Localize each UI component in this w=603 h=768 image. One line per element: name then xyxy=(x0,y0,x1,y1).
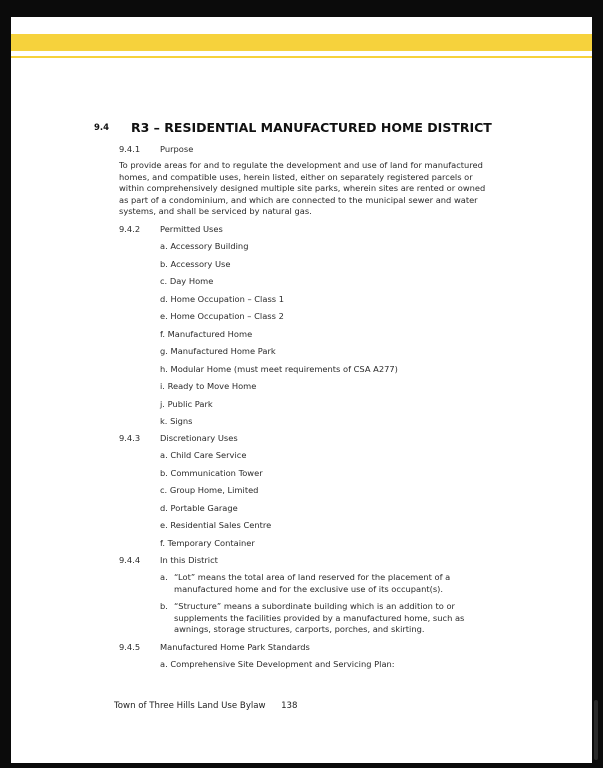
definition-line: “Structure” means a subordinate building which is an addition to or xyxy=(174,601,455,611)
discretionary-heading: Discretionary Uses xyxy=(160,433,238,443)
definition-line: awnings, storage structures, carports, porches, and skirting. xyxy=(174,624,425,635)
park-item: a. Comprehensive Site Development and Servicing Plan: xyxy=(160,659,395,669)
permitted-item: f. Manufactured Home xyxy=(160,328,253,339)
permitted-item: i. Ready to Move Home xyxy=(160,381,257,391)
purpose-heading: Purpose xyxy=(160,144,194,154)
purpose-line: systems, and shall be serviced by natural gas. xyxy=(119,206,312,217)
district-heading: In this District xyxy=(160,555,218,565)
permitted-item: d. Home Occupation – Class 1 xyxy=(160,293,285,304)
document-page xyxy=(11,17,592,763)
discretionary-item: b. Communication Tower xyxy=(160,467,263,478)
definition-line: manufactured home and for the exclusive use of its occupant(s). xyxy=(174,583,444,594)
permitted-item: b. Accessory Use xyxy=(160,258,231,269)
purpose-line: To provide areas for and to regulate the development and use of land for manufactured xyxy=(119,160,483,170)
park-heading: Manufactured Home Park Standards xyxy=(160,642,310,652)
discretionary-item: a. Child Care Service xyxy=(160,450,247,460)
permitted-item: j. Public Park xyxy=(160,398,213,409)
page-number: 138 xyxy=(281,701,298,711)
permitted-item: k. Signs xyxy=(160,416,193,426)
district-number: 9.4.4 xyxy=(119,555,141,565)
definition-line: supplements the facilities provided by a manufactured home, such as xyxy=(174,612,465,623)
purpose-line: homes, and compatible uses, herein listed, either on separately registered parcels or xyxy=(119,171,473,182)
footer-title: Town of Three Hills Land Use Bylaw xyxy=(114,701,266,711)
park-number: 9.4.5 xyxy=(119,642,141,652)
permitted-item: h. Modular Home (must meet requirements of CSA A277) xyxy=(160,363,398,374)
discretionary-number: 9.4.3 xyxy=(119,433,141,443)
header-accent-line xyxy=(11,56,592,58)
permitted-item: a. Accessory Building xyxy=(160,241,249,251)
purpose-number: 9.4.1 xyxy=(119,144,141,154)
scrollbar[interactable] xyxy=(594,700,598,760)
definition-letter: b. xyxy=(160,601,168,611)
definition-letter: a. xyxy=(160,572,168,582)
permitted-item: c. Day Home xyxy=(160,276,214,286)
discretionary-item: c. Group Home, Limited xyxy=(160,485,259,495)
purpose-line: as part of a condominium, and which are connected to the municipal sewer and water xyxy=(119,194,478,205)
header-accent-bar xyxy=(11,34,592,51)
section-title: R3 – RESIDENTIAL MANUFACTURED HOME DISTRICT xyxy=(131,120,492,135)
purpose-line: within comprehensively designed multiple site parks, wherein sites are rented or owned xyxy=(119,183,486,194)
permitted-heading: Permitted Uses xyxy=(160,224,223,234)
section-number: 9.4 xyxy=(94,123,110,133)
discretionary-item: e. Residential Sales Centre xyxy=(160,520,272,530)
permitted-number: 9.4.2 xyxy=(119,224,141,234)
permitted-item: e. Home Occupation – Class 2 xyxy=(160,311,284,321)
discretionary-item: d. Portable Garage xyxy=(160,502,238,513)
definition-line: “Lot” means the total area of land reserved for the placement of a xyxy=(174,572,451,582)
discretionary-item: f. Temporary Container xyxy=(160,537,255,548)
page-footer xyxy=(114,701,297,711)
permitted-item: g. Manufactured Home Park xyxy=(160,346,276,356)
